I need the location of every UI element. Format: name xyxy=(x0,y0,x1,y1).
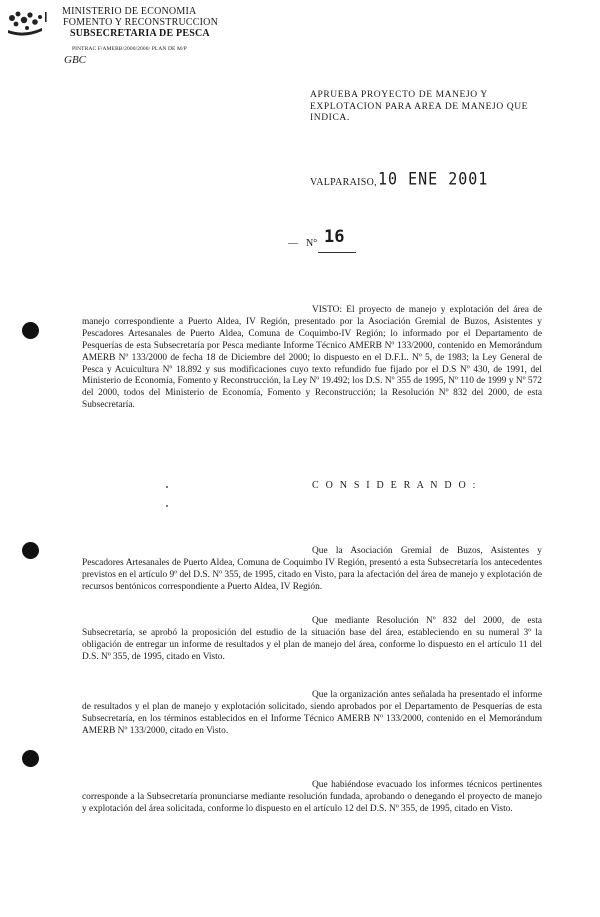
considerando-3: Que la organización antes señalada ha presentado el informe de resultados y el plan de manejo y explotación solicitado, siendo aprobados por el Departamento de Pesquerías de esta Subsecretaría, en los términos establecidos en el Informe Técnico AMERB Nº 133/2000, contenido en el Memorándum AMERB Nº 133/2000, citado en Visto. xyxy=(82,690,542,736)
number-label: N° xyxy=(306,238,318,249)
header-subsecretaria: SUBSECRETARIA DE PESCA xyxy=(70,28,210,39)
date-stamp: 10 ENE 2001 xyxy=(378,168,489,190)
place-label: VALPARAISO, xyxy=(310,177,377,188)
considerando-heading: C O N S I D E R A N D O : xyxy=(312,480,478,491)
punch-hole xyxy=(22,322,39,339)
speck xyxy=(166,486,168,488)
considerando-1: Que la Asociación Gremial de Buzos, Asistentes y Pescadores Artesanales de Puerto Aldea, Comuna de Coquimbo IV Región, presentó a esta Subsecretaría los antecedentes previstos en el artículo 9º del D.S. Nº 355, de 1995, citado en Visto, para la afectación del área de manejo y explotación de recursos bentónicos correspondiente a Puerto Aldea, IV Región. xyxy=(82,546,542,592)
header-department: FOMENTO Y RECONSTRUCCION xyxy=(63,17,219,28)
number-dash: — xyxy=(288,238,298,249)
considerando-4: Que habiéndose evacuado los informes técnicos pertinentes corresponde a la Subsecretaría pronunciarse mediante resolución fundada, aprobando o denegando el proyecto de manejo y explotación del área solicitada, conforme lo dispuesto en el artículo 12 del D.S. Nº 355, de 1995, citado en Visto. xyxy=(82,780,542,814)
considerando-2: Que mediante Resolución Nº 832 del 2000, de esta Subsecretaría, se aprobó la proposición del estudio de la situación base del área, estableciendo en su numeral 3º la obligación de entregar un informe de resultados y el plan de manejo del área, conforme lo dispuesto en el artículo 11 del D.S. Nº 355, de 1995, citado en Visto. xyxy=(82,616,542,662)
document-subject: APRUEBA PROYECTO DE MANEJO Y EXPLOTACION PARA AREA DE MANEJO QUE INDICA. xyxy=(310,90,529,123)
ministry-seal-icon xyxy=(4,6,50,38)
speck xyxy=(166,505,168,507)
initials: GBC xyxy=(64,54,86,66)
reference-code: PINTRAC F/AMERB/2000/2000/ PLAN DE M/P xyxy=(72,46,187,52)
resolution-number: 16 xyxy=(324,227,345,247)
visto-paragraph: VISTO: El proyecto de manejo y explotación del área de manejo correspondiente a Puerto Aldea, IV Región, presentado por la Asociación Gremial de Buzos, Asistentes y Pescadores Artesanales de Puerto Aldea, Comuna de Coquimbo-IV Región; lo informado por el Departamento de Pesquerías de esta Subsecretaría por Pesca mediante Informe Técnico AMERB Nº 133/2000, contenido en Memorándum AMERB Nº 133/2000 de fecha 18 de Diciembre del 2000; lo dispuesto en el D.F.L. Nº 5, de 1983; la Ley General de Pesca y Acuicultura Nº 18.892 y sus modificaciones cuyo texto refundido fue fijado por el D.S Nº 430, de 1991, del Ministerio de Economía, Fomento y Reconstrucción, la Ley Nº 19.492; los D.S. Nº 355 de 1995, Nº 110 de 1999 y Nº 572 del 2000, todos del Ministerio de Economía, Fomento y Reconstrucción; la Resolución Nº 832 del 2000, de esta Subsecretaría. xyxy=(82,305,542,411)
header-ministry: MINISTERIO DE ECONOMIA xyxy=(62,6,197,17)
punch-hole xyxy=(22,542,39,559)
punch-hole xyxy=(22,750,39,767)
number-underline xyxy=(318,252,356,253)
